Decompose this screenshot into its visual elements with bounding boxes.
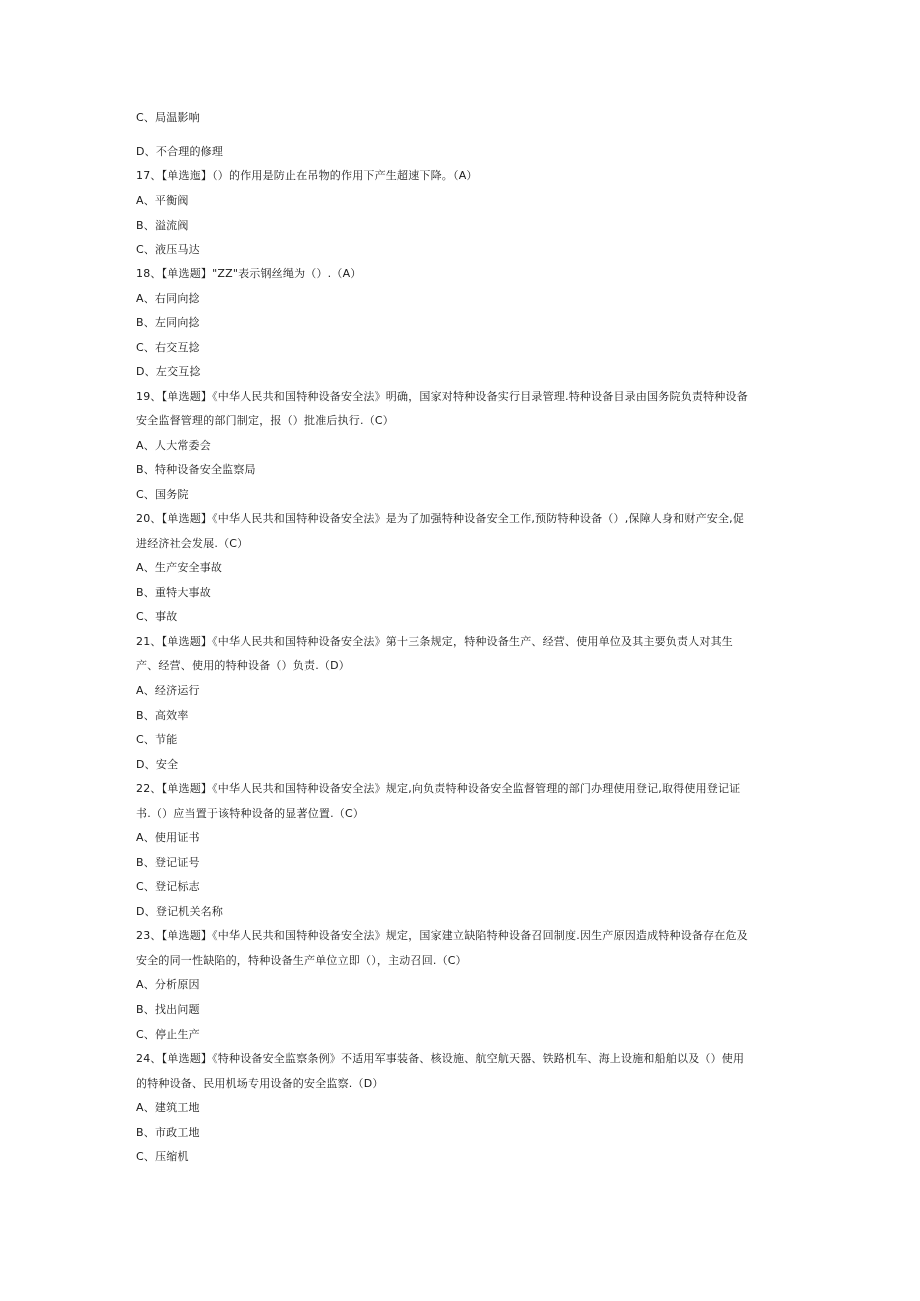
option-line: C、局温影响 (136, 111, 200, 124)
option-line: C、登记标志 (136, 880, 200, 893)
option-line: A、人大常委会 (136, 439, 211, 452)
question-line: 22、【单选题】《中华人民共和国特种设备安全法》规定,向负责特种设备安全监督管理的部门办理使用登记,取得使用登记证 (136, 782, 741, 795)
question-line: 24、【单选题】《特种设备安全监察条例》不适用军事装备、核设施、航空航天器、铁路机车、海上设施和船舶以及（）使用 (136, 1052, 745, 1065)
option-line: C、压缩机 (136, 1150, 189, 1163)
option-line: A、分析原因 (136, 978, 200, 991)
option-line: D、不合理的修理 (136, 145, 224, 158)
option-line: A、生产安全事故 (136, 561, 223, 574)
option-line: A、经济运行 (136, 684, 200, 697)
option-line: C、国务院 (136, 488, 189, 501)
question-line: 书.（）应当置于该特种设备的显著位置.（C） (136, 807, 365, 820)
option-line: B、重特大事故 (136, 586, 211, 599)
option-line: B、找出问题 (136, 1003, 200, 1016)
option-line: B、溢流阀 (136, 219, 189, 232)
question-line: 20、【单选题】《中华人民共和国特种设备安全法》是为了加强特种设备安全工作,预防特种设备（）,保障人身和财产安全,促 (136, 512, 745, 525)
question-line: 的特种设备、民用机场专用设备的安全监察.（D） (136, 1077, 384, 1090)
question-line: 安全的同一性缺陷的，特种设备生产单位立即（），主动召回.（C） (136, 954, 467, 967)
option-line: B、左同向捻 (136, 316, 200, 329)
question-line: 产、经营、使用的特种设备（）负责.（D） (136, 659, 350, 672)
option-line: D、安全 (136, 758, 179, 771)
question-line: 17、【单选迤】（）的作用是防止在吊物的作用下产生超速下降。（A） (136, 169, 478, 182)
option-line: D、登记机关名称 (136, 905, 224, 918)
option-line: A、右同向捻 (136, 292, 200, 305)
question-line: 19、【单选题】《中华人民共和国特种设备安全法》明确，国家对特种设备实行目录管理.特种设备目录由国务院负责特种设备 (136, 390, 748, 403)
option-line: C、停止生产 (136, 1028, 200, 1041)
option-line: C、右交互捻 (136, 341, 200, 354)
option-line: B、市政工地 (136, 1126, 200, 1139)
option-line: C、液压马达 (136, 243, 200, 256)
question-line: 23、【单选题】《中华人民共和国特种设备安全法》规定，国家建立缺陷特种设备召回制度.因生产原因造成特种设备存在危及 (136, 929, 748, 942)
question-line: 18、【单选题】"ZZ"表示钢丝绳为（）.（A） (136, 267, 362, 280)
option-line: B、特种设备安全监察局 (136, 463, 256, 476)
option-line: D、左交互捻 (136, 365, 201, 378)
option-line: C、节能 (136, 733, 178, 746)
question-line: 安全监督管理的部门制定，报（）批准后执行.（C） (136, 414, 394, 427)
option-line: B、登记证号 (136, 856, 200, 869)
option-line: A、使用证书 (136, 831, 200, 844)
option-line: A、建筑工地 (136, 1101, 200, 1114)
question-line: 21、【单选题】《中华人民共和国特种设备安全法》第十三条规定，特种设备生产、经营、使用单位及其主要负责人对其生 (136, 635, 733, 648)
option-line: C、事故 (136, 610, 178, 623)
question-line: 进经济社会发展.（C） (136, 537, 249, 550)
option-line: A、平衡阀 (136, 194, 189, 207)
option-line: B、高效率 (136, 709, 189, 722)
